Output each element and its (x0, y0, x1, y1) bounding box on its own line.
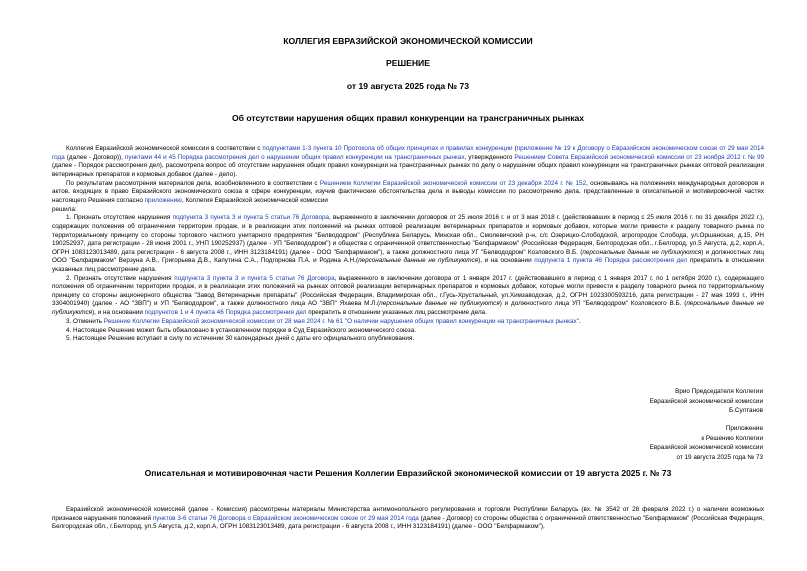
paragraph-item-3 (52, 318, 764, 327)
appendix-line: к Решению Коллегии (701, 434, 763, 442)
text: ( (512, 145, 517, 152)
link-protocol[interactable]: подпунктами 1-3 пункта 10 Протокола об общих принципах и правилах конкуренции (262, 145, 513, 152)
text: По результатам рассмотрения материалов дела, возобновленного в соответствии с (66, 179, 320, 187)
link-board-decision-152[interactable]: Решением Коллегии Евразийской экономической комиссии от 23 декабря 2024 г. № 152 (319, 179, 587, 187)
personal-data-note: персональные данные не публикуются (52, 300, 764, 317)
paragraph-item-4: 4. Настоящее Решение может быть обжаловано в установленном порядке в Суд Евразийского экономического союза. (66, 326, 416, 334)
text: , основываясь на положениях международных договоров и актов, входящих в право Евразийского экономического союза в сфере конкуренции, изучив фактические обстоятельства дела и выводы комиссии по рассмотрению дела, представленные в описательной и мотивировочной частях настоящего Решения согласно (52, 179, 765, 204)
paragraph-item-2 (52, 275, 764, 318)
section-body (52, 506, 764, 532)
text: , утвержденного (464, 153, 515, 161)
link-procedure-points[interactable]: пунктами 44 и 45 Порядка рассмотрения дел о нарушении общих правил конкуренции на трансграничных рынках (124, 153, 465, 161)
appendix-line: Евразийской экономической комиссии (649, 444, 763, 451)
text: (далее - Договор) со стороны общества с ограниченной ответственностью "Белфармаком" (Российская Федерация, Белгородская обл., г.Белгород, ул.5 Августа, д.2, корп.А, ОГРН 1083123013489, дата регистрации - 6 августа 2008 г., ИНН 3123184191) (далее - ООО "Белфармаком"), (52, 514, 764, 531)
section-title: Описательная и мотивировочная части Решения Коллегии Евразийской экономической комиссии от 19 августа 2025 г. № 73 (144, 468, 672, 478)
document-page (52, 36, 764, 344)
signature-block (650, 387, 763, 416)
paragraph-section-intro (52, 506, 764, 532)
link-points-46[interactable]: подпунктов 1 и 4 пункта 46 Порядка рассмотрения дел (144, 309, 307, 317)
decided-label: решила: (52, 205, 77, 213)
link-appendix-19[interactable]: приложение № 19 к Договору о Евразийском экономическом союзе от 29 мая 2014 года (52, 145, 764, 161)
appendix-line: Приложение (725, 425, 763, 432)
paragraph-item-1 (52, 214, 764, 274)
link-board-decision-61[interactable]: Решение Коллегии Евразийской экономической комиссии от 28 мая 2024 г. № 61 "О наличии нарушения общих правил конкуренции на трансграничных рынках" (103, 317, 579, 325)
paragraph-item-5: 5. Настоящее Решение вступает в силу по истечении 30 календарных дней с даты его официального опубликования. (66, 335, 415, 343)
link-appendix[interactable]: приложению (144, 196, 182, 204)
text: прекратить в отношении указанных лиц рассмотрение дела. (306, 309, 487, 317)
text: ) и должностного лица УП "Белвододром" Козловского В.Б. ( (499, 300, 687, 308)
paragraph-results (52, 180, 764, 206)
text: прекратить в отношении указанных лиц рассмотрение дела. (52, 257, 765, 273)
text: Коллегия Евразийской экономической комиссии в соответствии с (66, 145, 263, 152)
document-type-heading: РЕШЕНИЕ (386, 58, 430, 68)
link-article-76[interactable]: подпункта 3 пункта 3 и пункта 5 статьи 76 Договора (174, 274, 335, 282)
text: , выраженного в заключении договора от 1 января 2017 г. (действовавшего в период с 1 января 2017 г. по 1 октября 2020 г.), содержащего положения об ограничении территории продаж, и в реализации этих положений на рынках оптовой реализации ветеринарных препаратов и кормовых добавок, которые могли привести к разделу товарного рынка по территориальному принципу со стороны акционерного общества "Завод Ветеринарные препараты" (Российская Федерация, Владимирская обл., г.Гусь-Хрустальный, ул.Химзаводская, д.2, ОГРН 1023300593216, дата регистрации - 27 мая 1993 г., ИНН 3304001940) (далее - АО "ЗВП") и УП "Белвододром", а также должностного лица АО "ЗВП" Яхаева М.Л.( (52, 274, 764, 308)
document-body (52, 145, 764, 344)
text: , выраженного в заключении договоров от 25 июля 2016 г. и от 3 мая 2018 г. (действовавших в период с 25 июля 2016 г. по 31 декабря 2022 г.), содержащих положения об ограничении территории продаж, и в реализации этих положений на рынках оптовой реализации ветеринарных препаратов и кормовых добавок, которые могли привести к разделу товарного рынка по территориальному принципу со стороны торгового частного унитарного предприятия "Белвододром" (Республика Беларусь, Минская обл., Смолевичский р-н, с/с Озерицко-Слободской, агрогородок Слобода, ул.Оршанская, д.15, РН 190252937, дата регистрации - 28 июня 2001 г., УНП 190252937) (далее - УП "Белвододром") и общества с ограниченной ответственностью "Белфармаком" (Российская Федерация, Белгородская обл., г.Белгород, ул.5 Августа, д.2, корп.А, ОГРН 1083123013489, дата регистрации - 6 августа 2008 г., ИНН 3123184191) (далее - ООО "Белфармаком"), а также должностного лица УГ "Белвододром" Козловского В.Б. ( (52, 214, 764, 256)
link-treaty-article-76[interactable]: пунктов 3-6 статьи 76 Договора о Евразийском экономическом союзе от 29 мая 2014 года (152, 514, 419, 522)
signature-line: Врио Председателя Коллегии (675, 388, 763, 395)
text: 1. Признать отсутствие нарушения (66, 214, 173, 222)
text: ), и на основании (92, 309, 145, 317)
personal-data-note: персональные данные не публикуются (358, 257, 479, 265)
text: . (578, 317, 581, 325)
document-title: Об отсутствии нарушения общих правил конкуренции на трансграничных рынках (231, 113, 585, 123)
paragraph-intro (52, 145, 764, 179)
text: (далее - Договор)), (64, 153, 125, 161)
text: Евразийской экономической комиссией (далее - Комиссия) рассмотрены материалы Министерства антимонопольного регулирования и торговли Республики Беларусь (вх. № 3542 от 28 февраля 2022 г.) о наличии возможных признаков нарушения положений (52, 506, 764, 522)
signature-name: Б.Султанов (728, 407, 763, 414)
personal-data-note: персональные данные не публикуются (379, 300, 500, 308)
organization-heading: КОЛЛЕГИЯ ЕВРАЗИЙСКОЙ ЭКОНОМИЧЕСКОЙ КОМИССИИ (283, 36, 533, 46)
text: , Коллегия Евразийской экономической комиссии (181, 196, 328, 204)
link-article-76[interactable]: подпункта 3 пункта 3 и пункта 5 статьи 76 Договора (172, 214, 330, 222)
date-number-heading: от 19 августа 2025 года № 73 (346, 81, 470, 91)
link-point-46[interactable]: подпункта 1 пункта 46 Порядка рассмотрения дел (534, 257, 688, 265)
appendix-line: от 19 августа 2025 года № 73 (676, 453, 763, 461)
signature-line: Евразийской экономической комиссии (649, 397, 763, 405)
personal-data-note: персональные данные не публикуются (582, 248, 702, 256)
text: (далее - Порядок рассмотрения дел), рассмотрела вопрос об отсутствии нарушения общих правил конкуренции на трансграничных рынках по делу о нарушении общих правил конкуренции на трансграничных рынках оптовой реализации ветеринарных препаратов и кормовых добавок (далее - дело). (52, 162, 764, 178)
text: 2. Признать отсутствие нарушения (66, 274, 175, 282)
text: 3. Отменить (66, 317, 104, 325)
text: ) и должностных лиц ООО "Белфармаком" Верзуна А.В., Григорьева Д.В., Капутина С.А., Подгорнова П.А. и Родина А.Н.( (52, 248, 764, 265)
appendix-block (650, 424, 763, 462)
text: ), и на основании (478, 257, 535, 265)
link-council-decision[interactable]: Решением Совета Евразийской экономической комиссии от 23 ноября 2012 г. № 99 (514, 153, 765, 161)
